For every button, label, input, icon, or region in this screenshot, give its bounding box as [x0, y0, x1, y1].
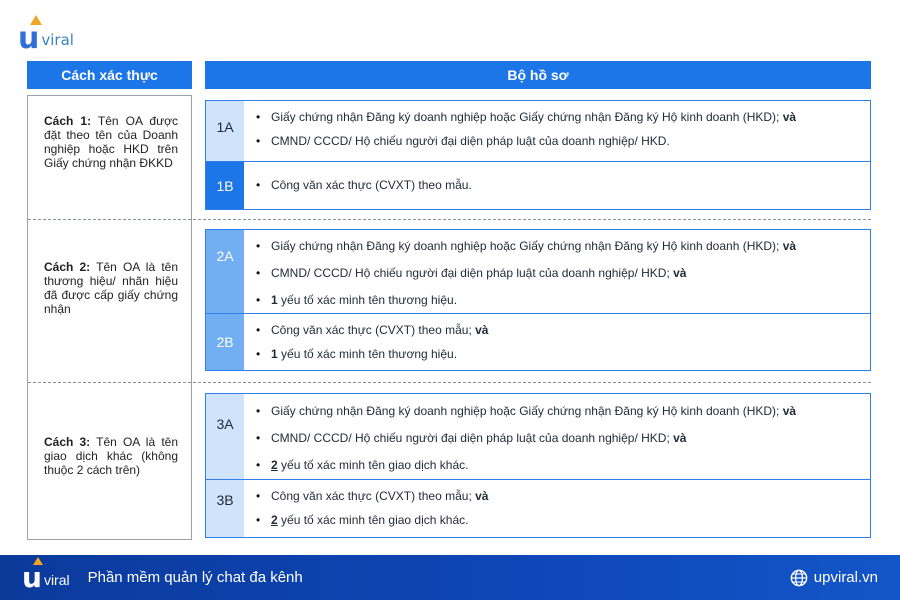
set-code: 3A — [206, 394, 244, 479]
set-row-1a — [206, 101, 870, 161]
footer-tagline: Phần mềm quản lý chat đa kênh — [87, 569, 303, 586]
logo-arrow-icon — [30, 15, 42, 25]
header-document-set: Bộ hồ sơ — [205, 61, 871, 89]
list-item: • 1 yếu tố xác minh tên thương hiệu. — [256, 293, 860, 307]
footer-logo — [22, 560, 70, 594]
document-group-2 — [205, 229, 871, 371]
list-item: • 2 yếu tố xác minh tên giao dịch khác. — [256, 513, 860, 527]
set-row-1b — [206, 161, 870, 209]
set-row-3a — [206, 394, 870, 479]
set-row-3b — [206, 479, 870, 537]
list-item: • Giấy chứng nhận Đăng ký doanh nghiệp hoặc Giấy chứng nhận Đăng ký Hộ kinh doanh (HKD); và — [256, 239, 860, 253]
document-group-3 — [205, 393, 871, 538]
method-2: Cách 2: Tên OA là tên thương hiệu/ nhãn hiệu đã được cấp giấy chứng nhận — [44, 260, 178, 316]
list-item: • 1 yếu tố xác minh tên thương hiệu. — [256, 347, 860, 361]
method-1: Cách 1: Tên OA được đặt theo tên của Doanh nghiệp hoặc HKD trên Giấy chứng nhận ĐKKD — [44, 114, 178, 170]
document-group-1 — [205, 100, 871, 210]
list-item: • Công văn xác thực (CVXT) theo mẫu. — [256, 178, 860, 192]
footer-logo-word: viral — [43, 571, 70, 588]
set-code: 2B — [206, 314, 244, 370]
set-row-2b — [206, 313, 870, 370]
section-divider — [28, 219, 871, 220]
list-item: • Công văn xác thực (CVXT) theo mẫu; và — [256, 489, 860, 503]
set-code: 1B — [206, 162, 244, 209]
set-row-2a — [206, 230, 870, 313]
header-verification-method: Cách xác thực — [27, 61, 192, 89]
list-item: • Giấy chứng nhận Đăng ký doanh nghiệp hoặc Giấy chứng nhận Đăng ký Hộ kinh doanh (HKD); và — [256, 404, 860, 418]
section-divider — [28, 382, 871, 383]
set-code: 1A — [206, 101, 244, 161]
list-item: • CMND/ CCCD/ Hộ chiếu người đại diện pháp luật của doanh nghiệp/ HKD; và — [256, 266, 860, 280]
list-item: • Công văn xác thực (CVXT) theo mẫu; và — [256, 323, 860, 337]
footer-logo-arrow-icon — [33, 557, 43, 565]
list-item: • Giấy chứng nhận Đăng ký doanh nghiệp hoặc Giấy chứng nhận Đăng ký Hộ kinh doanh (HKD); và — [256, 110, 860, 124]
logo-word: viral — [41, 31, 74, 49]
footer-logo-mark: u — [22, 564, 42, 592]
set-code: 3B — [206, 480, 244, 537]
globe-icon — [790, 569, 808, 587]
list-item: • CMND/ CCCD/ Hộ chiếu người đại diện pháp luật của doanh nghiệp/ HKD; và — [256, 431, 860, 445]
methods-panel — [27, 95, 192, 540]
website-link[interactable] — [790, 555, 878, 600]
footer-banner — [0, 555, 900, 600]
website-url: upviral.vn — [813, 569, 878, 586]
method-3: Cách 3: Tên OA là tên giao dịch khác (không thuộc 2 cách trên) — [44, 435, 178, 477]
set-code: 2A — [206, 230, 244, 313]
logo-mark: u — [18, 24, 39, 54]
brand-logo — [18, 14, 74, 54]
list-item: • CMND/ CCCD/ Hộ chiếu người đại diện pháp luật của doanh nghiệp/ HKD. — [256, 134, 860, 148]
list-item: • 2 yếu tố xác minh tên giao dịch khác. — [256, 458, 860, 472]
